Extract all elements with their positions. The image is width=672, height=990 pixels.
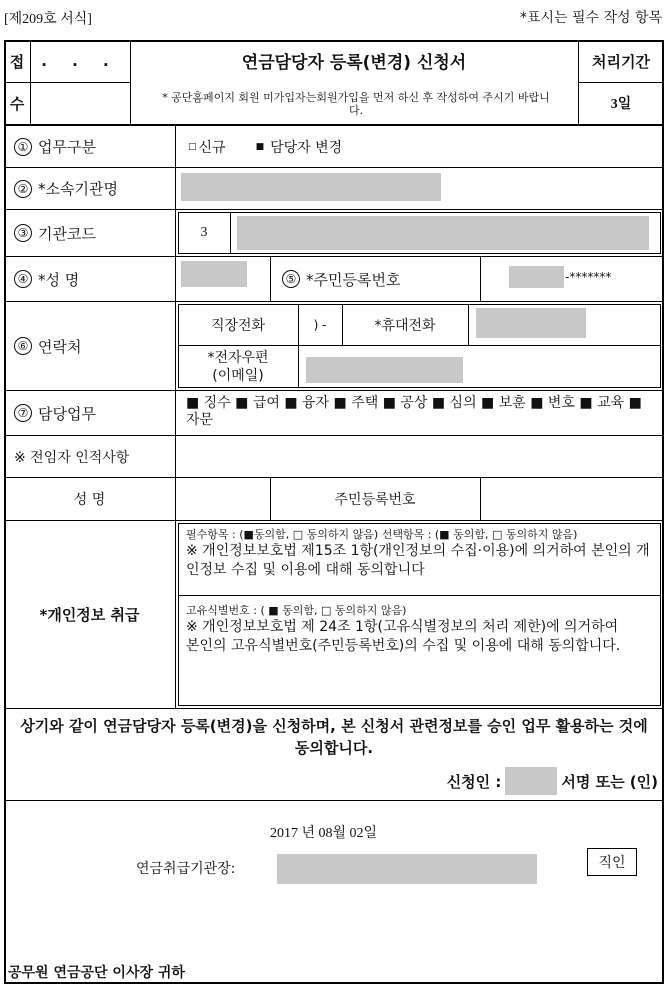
predecessor-heading: ※ 전임자 인적사항 (14, 449, 130, 466)
receipt-label-2: 수 (9, 94, 25, 113)
privacy-label: *개인정보 취급 (39, 606, 140, 624)
email-label-line1: *전자우편 (207, 350, 269, 366)
contact-label (14, 302, 81, 390)
rrn-text: *주민등록번호 (306, 270, 401, 289)
rrn-label (282, 257, 400, 301)
consent1-text: ※ 개인정보보호법 제15조 1항(개인정보의 수집·이용)에 의거하여 본인의 개인정보 수집 및 이용에 대해 동의합니다 (186, 543, 650, 578)
duties-text: 담당업무 (38, 404, 96, 423)
org-code-first-digit: 3 (200, 225, 208, 240)
work-type-text: 업무구분 (38, 138, 96, 156)
official-seal-box: 직인 (587, 848, 637, 876)
number-badge: ⑥ (14, 337, 32, 355)
org-code-text: 기관코드 (38, 224, 96, 243)
receipt-label-1: 접 (9, 52, 25, 71)
number-badge: ② (14, 180, 32, 198)
org-code-field[interactable] (237, 216, 649, 250)
new-checkbox[interactable]: □ (188, 141, 197, 152)
number-badge: ① (14, 138, 32, 156)
chief-label: 연금취급기관장: (136, 861, 236, 877)
change-checkbox[interactable]: ■ (255, 141, 265, 152)
work-type-label (14, 126, 96, 167)
number-badge: ⑦ (14, 404, 32, 422)
declaration-text: 상기와 같이 연금담당자 등록(변경)을 신청하며, 본 신청서 관련정보를 승인 업무 활용하는 것에 동의합니다. (20, 717, 648, 757)
processing-period-value: 3일 (610, 97, 632, 112)
org-name-label (14, 168, 118, 209)
addressee: 공무원 연금공단 이사장 귀하 (8, 965, 185, 981)
consent1-options[interactable]: 필수항목 : (■동의함, □ 동의하지 않음) 선택항목 : (■ 동의함, □ 동의하지 않음) (186, 528, 578, 541)
predecessor-rrn-label: 주민등록번호 (334, 492, 416, 508)
consent2-text-2: 본인의 고유식별번호(주민등록번호)의 수집 및 이용에 대해 동의합니다. (186, 638, 621, 654)
applicant-signature-line (447, 767, 658, 795)
signature-label: 서명 또는 (인) (561, 772, 658, 791)
applicant-label: 신청인 : (446, 772, 502, 791)
number-badge: ⑤ (282, 270, 300, 288)
required-note: *표시는 필수 작성 항목 (519, 10, 662, 26)
applicant-name-field[interactable] (505, 767, 557, 795)
work-type-options (186, 126, 342, 167)
duties-options[interactable]: ■ 징수 ■ 급여 ■ 융자 ■ 주택 ■ 공상 ■ 심의 ■ 보훈 ■ 변호 ■ 교육 ■ 자문 (186, 395, 642, 428)
predecessor-name-field[interactable] (176, 478, 270, 520)
consent2-text-1: ※ 개인정보보호법 제 24조 1항(고유식별정보의 처리 제한)에 의거하여 (186, 619, 619, 635)
email-field[interactable] (306, 357, 463, 383)
predecessor-name-label: 성 명 (73, 492, 106, 508)
office-phone-label: 직장전화 (210, 317, 266, 334)
form-title: 연금담당자 등록(변경) 신청서 (241, 52, 467, 73)
privacy-consent-1 (186, 528, 656, 580)
name-field[interactable] (181, 261, 247, 287)
membership-notice: * 공단홈페이지 회원 미가입자는회원가입을 먼저 하신 후 작성하여 주시기 바랍니다. (162, 91, 550, 117)
name-label (14, 257, 79, 301)
rrn-field[interactable] (509, 266, 564, 288)
mobile-phone-field[interactable] (476, 308, 586, 338)
office-phone-value[interactable]: ) - (313, 317, 327, 332)
org-name-text: *소속기관명 (38, 180, 118, 198)
contact-text: 연락처 (38, 337, 82, 356)
processing-period-label: 처리기간 (592, 52, 650, 71)
number-badge: ④ (14, 270, 32, 288)
receipt-date-dots: . . . (41, 52, 119, 70)
change-option-label: 담당자 변경 (270, 139, 343, 156)
consent2-options[interactable]: 고유식별번호 : ( ■ 동의함, □ 동의하지 않음) (186, 604, 407, 617)
name-text: *성 명 (38, 270, 80, 289)
application-date: 2017 년 08월 02일 (270, 826, 378, 841)
mobile-phone-label: *휴대전화 (374, 317, 436, 334)
org-name-field[interactable] (181, 173, 441, 201)
number-badge: ③ (14, 224, 32, 242)
email-label-line2: (이메일) (212, 368, 264, 384)
duties-label (14, 391, 96, 435)
form-number: [제209호 서식] (4, 12, 92, 27)
email-label (178, 346, 298, 388)
rrn-masked-suffix: -******* (565, 270, 612, 284)
new-option-label: 신규 (198, 139, 226, 156)
predecessor-rrn-field[interactable] (481, 478, 664, 520)
privacy-consent-2 (186, 604, 656, 656)
org-code-label (14, 210, 96, 256)
chief-name-field[interactable] (277, 854, 537, 884)
